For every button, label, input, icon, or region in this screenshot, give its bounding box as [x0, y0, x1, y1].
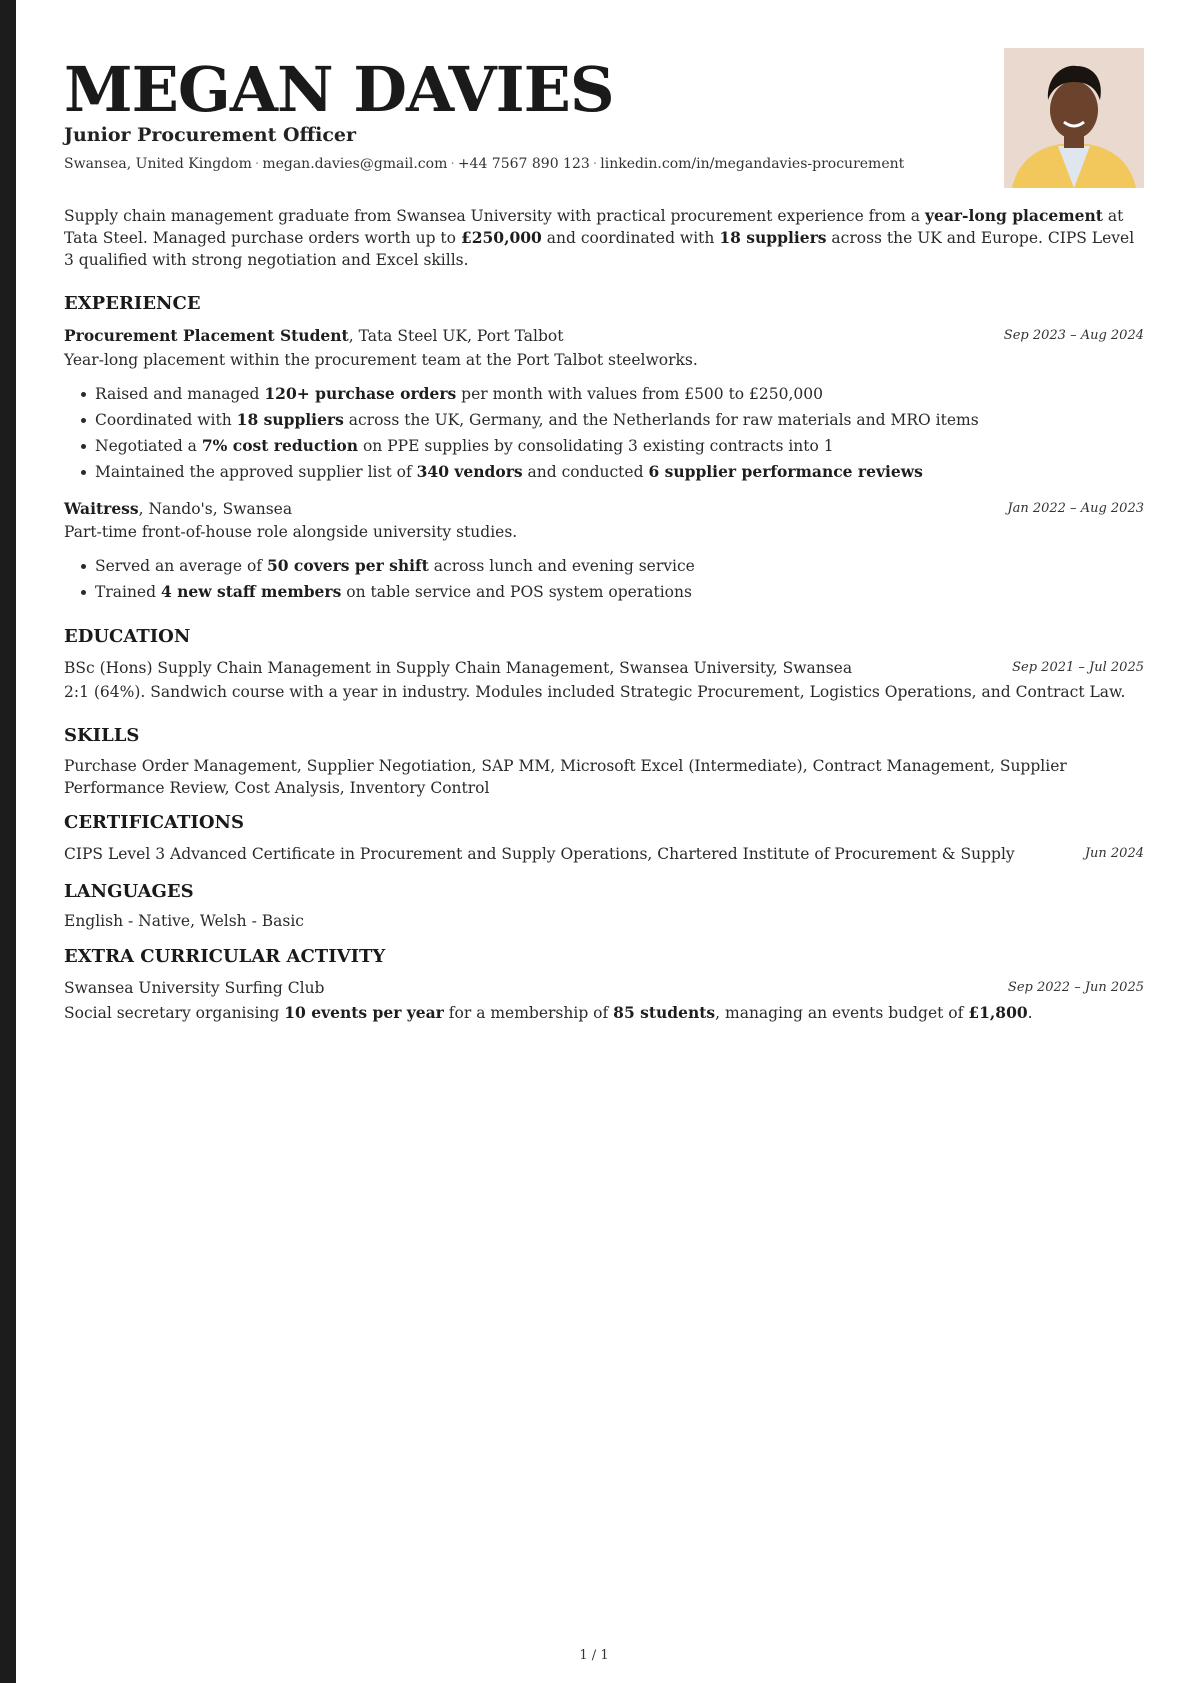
languages-list: English - Native, Welsh - Basic: [64, 912, 304, 930]
resume-page: [64, 0, 1144, 1683]
summary-text: and coordinated with: [541, 229, 720, 247]
experience-bullets: [64, 381, 1144, 485]
page-number: 1 / 1: [579, 1648, 609, 1663]
activity-entry-header: [64, 977, 1144, 999]
section-title-languages: LANGUAGES: [64, 881, 194, 902]
list-item: Maintained the approved supplier list of 340 vendors and conducted 6 supplier performance reviews: [64, 459, 1144, 485]
section-title-education: EDUCATION: [64, 626, 191, 647]
contact-linkedin[interactable]: linkedin.com/in/megandavies-procurement: [600, 156, 905, 172]
certification-name: CIPS Level 3 Advanced Certificate in Procurement and Supply Operations, Chartered Institute of Procurement & Supply: [64, 845, 1015, 863]
list-item: Negotiated a 7% cost reduction on PPE supplies by consolidating 3 existing contracts into 1: [64, 433, 1144, 459]
education-details: 2:1 (64%). Sandwich course with a year in industry. Modules included Strategic Procurement, Logistics Operations, and Contract Law.: [64, 683, 1126, 701]
education-degree: BSc (Hons) Supply Chain Management in Supply Chain Management, Swansea University, Swansea: [64, 659, 853, 677]
experience-entry-header: [64, 325, 1144, 347]
left-edge-bar: [0, 0, 16, 1683]
list-item: Served an average of 50 covers per shift across lunch and evening service: [64, 553, 1144, 579]
job-title: Junior Procurement Officer: [64, 124, 357, 146]
list-item: Coordinated with 18 suppliers across the UK, Germany, and the Netherlands for raw materials and MRO items: [64, 407, 1144, 433]
experience-entry-header: [64, 498, 1144, 520]
section-title-extra-curricular: EXTRA CURRICULAR ACTIVITY: [64, 946, 386, 967]
experience-company: , Tata Steel UK, Port Talbot: [348, 327, 564, 345]
summary-paragraph: [64, 205, 1144, 271]
experience-role: Procurement Placement Student: [64, 326, 349, 345]
contact-phone: +44 7567 890 123: [457, 156, 590, 172]
activity-dates: Sep 2022 – Jun 2025: [1007, 980, 1144, 995]
summary-highlight: year-long placement: [924, 206, 1103, 225]
contact-line: [64, 154, 904, 174]
summary-highlight: £250,000: [460, 228, 542, 247]
summary-highlight: 18 suppliers: [719, 228, 827, 247]
skills-list: Purchase Order Management, Supplier Negotiation, SAP MM, Microsoft Excel (Intermediate), Contract Management, Supplier Performance Review, Cost Analysis, Inventory Control: [64, 757, 1067, 797]
experience-company: , Nando's, Swansea: [138, 500, 293, 518]
activity-description: Social secretary organising 10 events per year for a membership of 85 students, managing an events budget of £1,800.: [64, 1003, 1033, 1022]
summary-text: across the UK and Europe. CIPS Level 3 qualified with strong negotiation and Excel skills.: [64, 229, 1135, 269]
experience-bullets: [64, 553, 1144, 605]
activity-title: Swansea University Surfing Club: [64, 979, 325, 997]
experience-role: Waitress: [64, 499, 139, 518]
profile-photo-image: [1004, 48, 1144, 188]
summary-text: Supply chain management graduate from Swansea University with practical procurement experience from a: [64, 207, 925, 225]
experience-dates: Jan 2022 – Aug 2023: [1007, 501, 1144, 516]
experience-dates: Sep 2023 – Aug 2024: [1003, 328, 1144, 343]
contact-separator: ·: [592, 156, 598, 172]
education-entry-header: [64, 657, 1144, 679]
contact-email[interactable]: megan.davies@gmail.com: [262, 156, 448, 172]
experience-description: Part-time front-of-house role alongside university studies.: [64, 523, 518, 541]
experience-description: Year-long placement within the procurement team at the Port Talbot steelworks.: [64, 351, 698, 369]
certification-entry: [64, 843, 1144, 865]
profile-photo: [1004, 48, 1144, 188]
summary-text: at Tata Steel. Managed purchase orders worth up to: [64, 207, 1124, 247]
section-title-experience: EXPERIENCE: [64, 293, 201, 314]
contact-location: Swansea, United Kingdom: [64, 156, 252, 172]
section-title-certifications: CERTIFICATIONS: [64, 812, 244, 833]
section-title-skills: SKILLS: [64, 725, 140, 746]
contact-separator: ·: [450, 156, 455, 172]
education-dates: Sep 2021 – Jul 2025: [1012, 660, 1144, 675]
candidate-name: MEGAN DAVIES: [64, 53, 614, 126]
list-item: Trained 4 new staff members on table service and POS system operations: [64, 579, 1144, 605]
contact-separator: ·: [254, 156, 260, 172]
certification-date: Jun 2024: [1084, 846, 1144, 861]
list-item: Raised and managed 120+ purchase orders per month with values from £500 to £250,000: [64, 381, 1144, 407]
